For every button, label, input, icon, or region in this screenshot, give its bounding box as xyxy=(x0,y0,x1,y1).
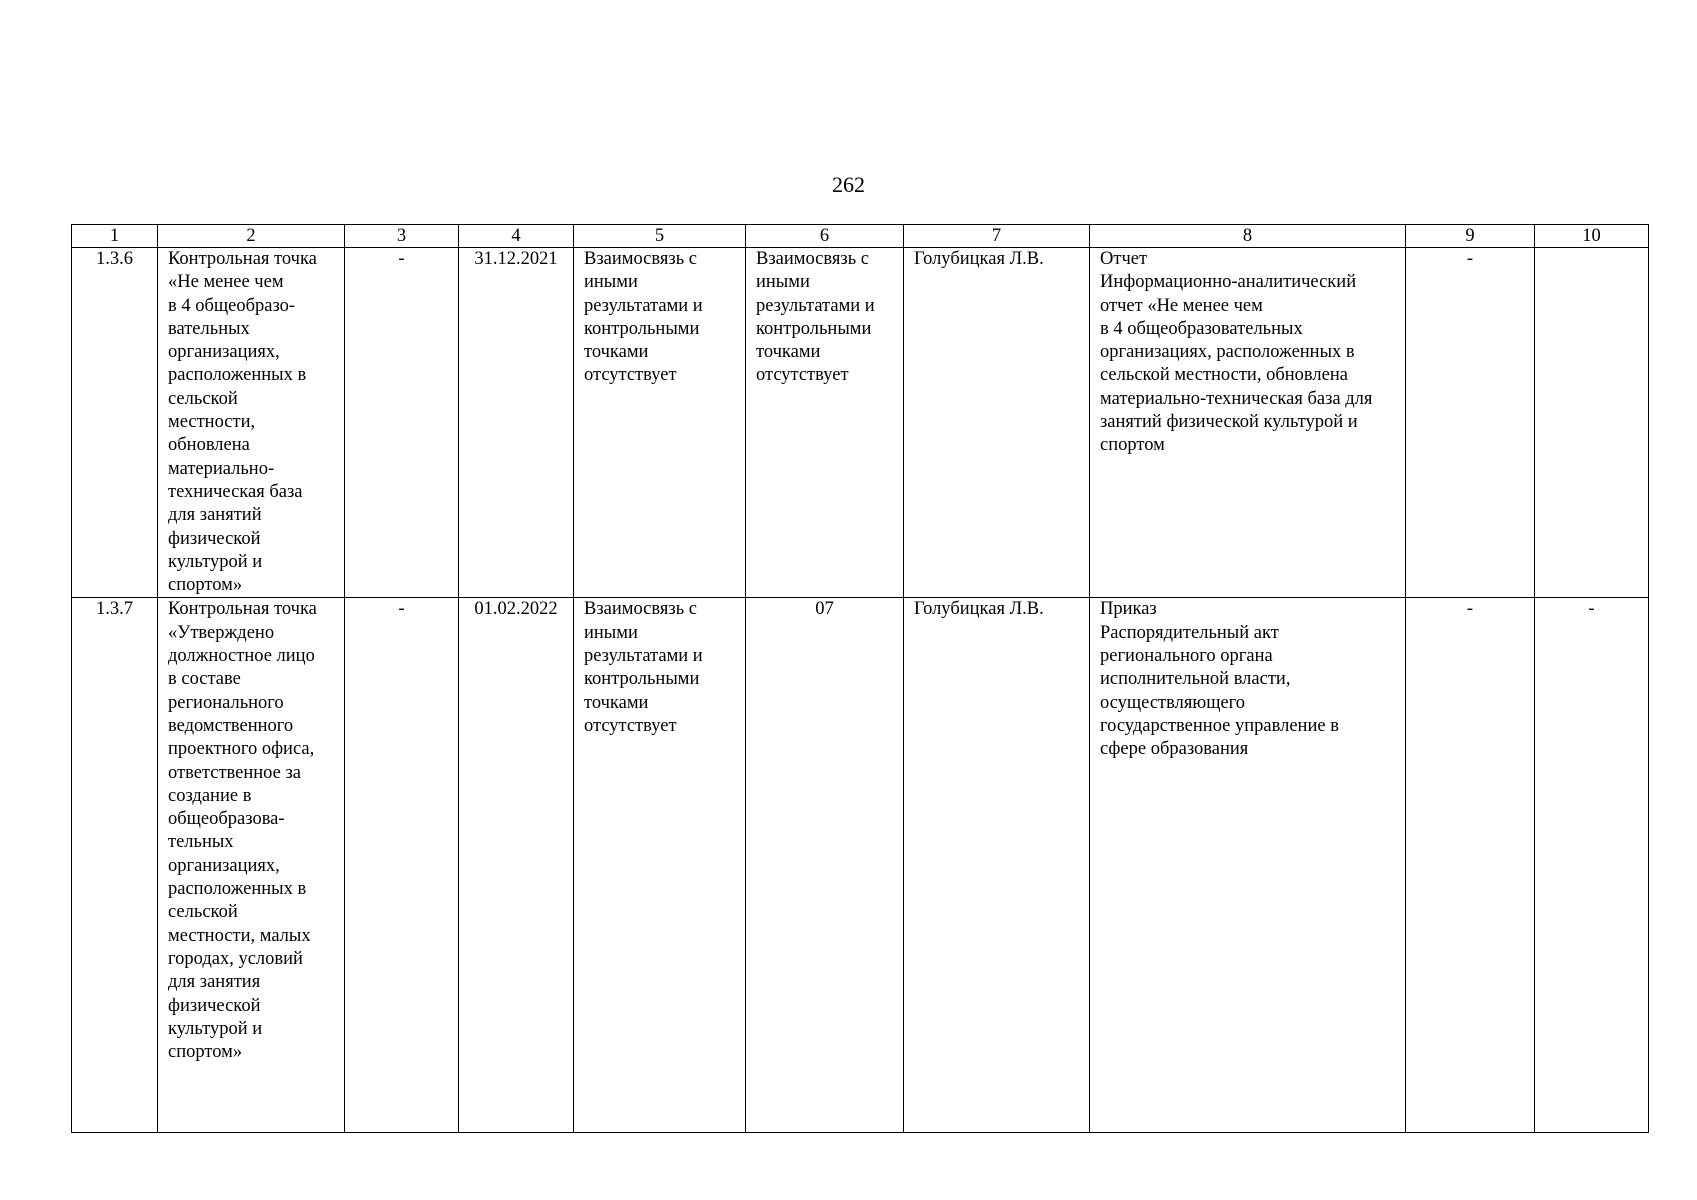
row-number-cell: 1.3.6 xyxy=(72,248,158,598)
column-header: 10 xyxy=(1535,225,1649,248)
level-cell: - xyxy=(1406,248,1535,598)
start-date-cell: - xyxy=(345,598,459,1133)
column-header: 2 xyxy=(158,225,345,248)
predecessors-cell: Взаимосвязь с иными результатами и контрольными точками отсутствует xyxy=(574,598,746,1133)
column-header: 9 xyxy=(1406,225,1535,248)
result-document-cell: Отчет Информационно-аналитический отчет «Не менее чем в 4 общеобразовательных организациях, расположенных в сельской местности, обновлена материально-техническая база для занятий физической культурой и спортом xyxy=(1090,248,1406,598)
control-point-name-cell: Контрольная точка «Не менее чем в 4 общеобразо- вательных организациях, расположенных в сельской местности, обновлена материально- техническая база для занятий физической культурой и спортом» xyxy=(158,248,345,598)
note-cell: - xyxy=(1535,598,1649,1133)
page-number: 262 xyxy=(832,172,865,197)
result-document-cell: Приказ Распорядительный акт регионального органа исполнительной власти, осуществляющего государственное управление в сфере образования xyxy=(1090,598,1406,1133)
control-points-table xyxy=(71,224,1649,1133)
table-header-row xyxy=(72,225,1649,248)
column-header: 8 xyxy=(1090,225,1406,248)
end-date-cell: 31.12.2021 xyxy=(459,248,574,598)
column-header: 3 xyxy=(345,225,459,248)
predecessors-cell: Взаимосвязь с иными результатами и контрольными точками отсутствует xyxy=(574,248,746,598)
column-header: 6 xyxy=(746,225,904,248)
table-row xyxy=(72,598,1649,1133)
responsible-person-cell: Голубицкая Л.В. xyxy=(904,248,1090,598)
start-date-cell: - xyxy=(345,248,459,598)
column-header: 7 xyxy=(904,225,1090,248)
successors-cell: Взаимосвязь с иными результатами и контрольными точками отсутствует xyxy=(746,248,904,598)
note-cell xyxy=(1535,248,1649,598)
level-cell: - xyxy=(1406,598,1535,1133)
end-date-cell: 01.02.2022 xyxy=(459,598,574,1133)
column-header: 5 xyxy=(574,225,746,248)
table-row xyxy=(72,248,1649,598)
row-number-cell: 1.3.7 xyxy=(72,598,158,1133)
column-header: 1 xyxy=(72,225,158,248)
responsible-person-cell: Голубицкая Л.В. xyxy=(904,598,1090,1133)
column-header: 4 xyxy=(459,225,574,248)
successors-cell: 07 xyxy=(746,598,904,1133)
control-point-name-cell: Контрольная точка «Утверждено должностное лицо в составе регионального ведомственного проектного офиса, ответственное за создание в общеобразова- тельных организациях, расположенных в сельской местности, малых городах, условий для занятия физической культурой и спортом» xyxy=(158,598,345,1133)
